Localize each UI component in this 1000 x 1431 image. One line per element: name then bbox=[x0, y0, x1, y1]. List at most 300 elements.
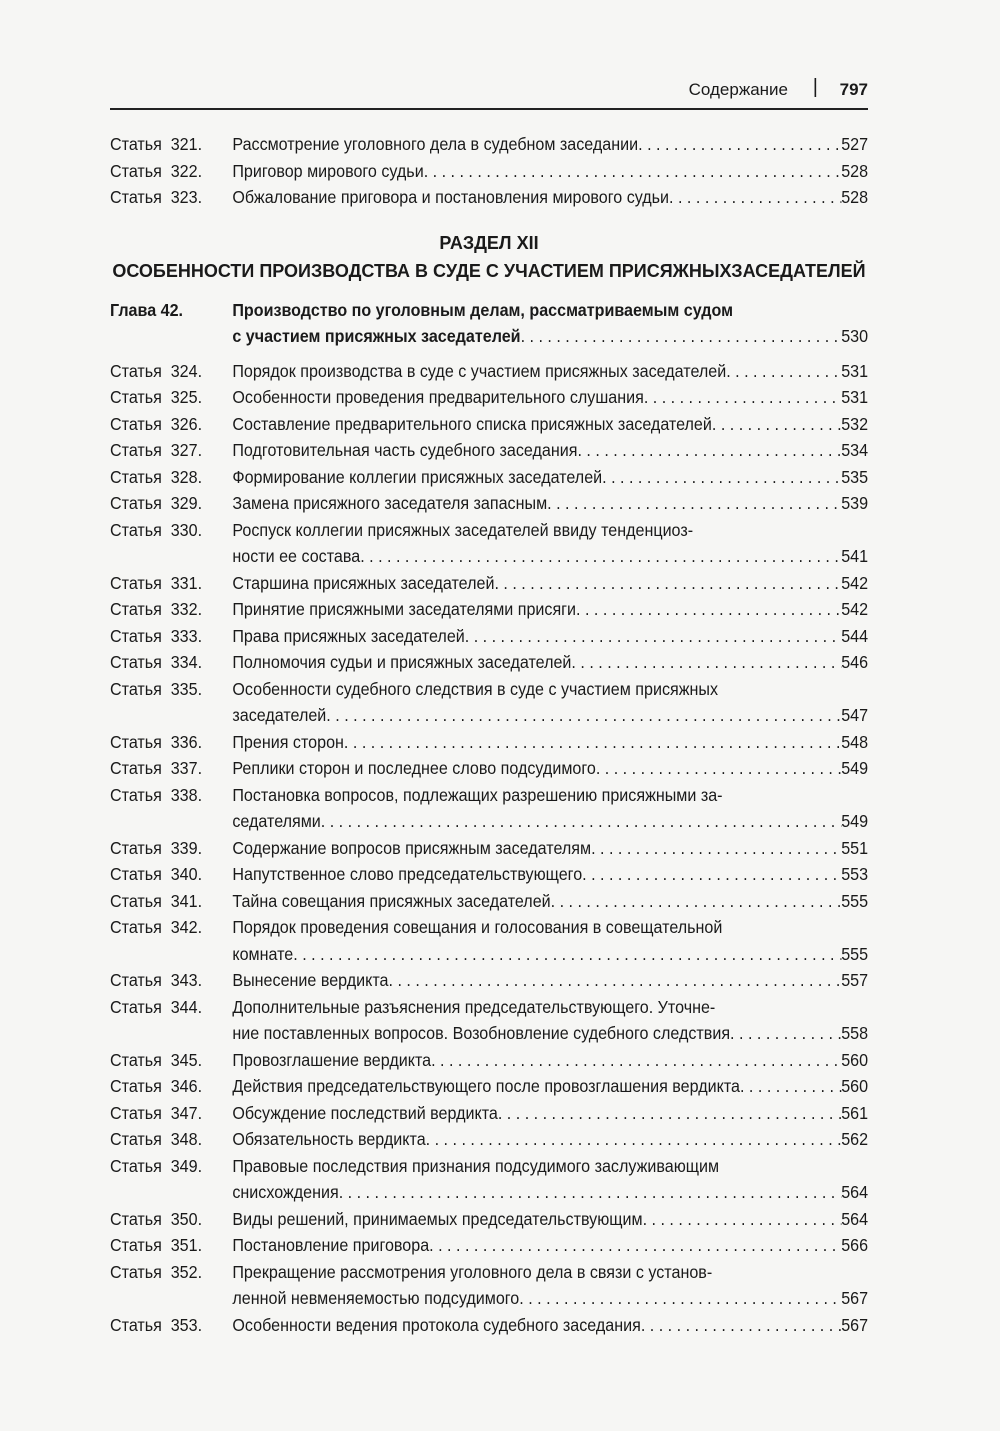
entry-label bbox=[110, 967, 232, 994]
dot-leader bbox=[591, 835, 841, 862]
entry-content bbox=[232, 1153, 868, 1206]
entry-label-word: Статья bbox=[110, 1155, 162, 1176]
entry-last-line bbox=[232, 384, 868, 411]
entry-last-line bbox=[232, 729, 868, 756]
entry-content bbox=[232, 490, 868, 517]
entry-number: 334. bbox=[170, 652, 203, 672]
entry-label-word: Статья bbox=[110, 784, 162, 805]
entry-content bbox=[232, 411, 868, 438]
entry-last-line bbox=[232, 623, 868, 650]
chapter-page-number: 530 bbox=[841, 326, 869, 346]
entry-label-word: Статья bbox=[110, 731, 162, 752]
toc-entry[interactable] bbox=[110, 888, 868, 915]
entry-page-number: 549 bbox=[841, 811, 869, 831]
header-title: Содержание bbox=[688, 80, 788, 99]
entry-label bbox=[110, 649, 232, 676]
toc-entry[interactable] bbox=[110, 131, 868, 158]
entry-label-word: Статья bbox=[110, 1208, 162, 1229]
entry-label bbox=[110, 358, 232, 385]
entry-content bbox=[232, 888, 868, 915]
entry-content bbox=[232, 596, 868, 623]
entry-page-number: 567 bbox=[841, 1314, 869, 1335]
entry-title-line: Провозглашение вердикта bbox=[232, 1049, 432, 1070]
entry-page-number: 560 bbox=[841, 1049, 869, 1070]
entry-last-line bbox=[232, 490, 868, 517]
entry-label bbox=[110, 437, 232, 464]
entry-last-line bbox=[232, 184, 868, 211]
entry-label-word: Статья bbox=[110, 678, 162, 699]
entry-title-line: Принятие присяжными заседателями присяги bbox=[232, 599, 577, 619]
entry-number: 324. bbox=[170, 360, 203, 381]
entry-page-number: 535 bbox=[841, 466, 869, 487]
entry-page-number: 567 bbox=[841, 1288, 869, 1308]
entry-title-line: Обсуждение последствий вердикта bbox=[232, 1102, 498, 1123]
toc-entry[interactable] bbox=[110, 464, 868, 491]
entry-label-word: Статья bbox=[110, 652, 162, 672]
entry-title-line: комнате bbox=[232, 943, 294, 964]
entry-content bbox=[232, 1312, 868, 1339]
entry-last-line bbox=[232, 888, 868, 915]
chapter-last-line bbox=[232, 323, 868, 350]
entry-last-line bbox=[232, 411, 868, 438]
entry-title-line: Напутственное слово председательствующего bbox=[232, 864, 583, 884]
entry-title-line: Роспуск коллегии присяжных заседателей ввиду тенденциоз- bbox=[232, 519, 694, 540]
entry-label bbox=[110, 158, 232, 185]
entry-content bbox=[232, 1232, 868, 1259]
dot-leader bbox=[577, 437, 841, 464]
entry-label-word: Статья bbox=[110, 970, 162, 990]
entry-title-line: Постановка вопросов, подлежащих разрешению присяжными за- bbox=[232, 784, 723, 805]
entry-number: 328. bbox=[170, 466, 203, 487]
dot-leader bbox=[431, 1047, 841, 1074]
entry-number: 348. bbox=[170, 1129, 203, 1149]
entry-content bbox=[232, 967, 868, 994]
entry-last-line bbox=[232, 861, 868, 888]
entry-last-line bbox=[232, 1020, 868, 1047]
entry-title-line: седателями bbox=[232, 811, 321, 831]
toc-entry[interactable] bbox=[110, 623, 868, 650]
entry-content bbox=[232, 1073, 868, 1100]
entry-label bbox=[110, 1312, 232, 1339]
dot-leader bbox=[730, 1020, 841, 1047]
entry-label-word: Статья bbox=[110, 758, 162, 778]
entry-number: 327. bbox=[170, 440, 203, 460]
entry-label bbox=[110, 1126, 232, 1153]
entry-label-word: Статья bbox=[110, 572, 162, 593]
entry-content bbox=[232, 755, 868, 782]
toc-entry[interactable] bbox=[110, 676, 868, 729]
entry-number: 339. bbox=[170, 837, 203, 858]
entry-page-number: 566 bbox=[841, 1235, 869, 1255]
dot-leader bbox=[576, 596, 841, 623]
entry-number: 331. bbox=[170, 572, 203, 593]
entry-number: 335. bbox=[170, 678, 203, 699]
dot-leader bbox=[424, 158, 842, 185]
entry-page-number: 542 bbox=[841, 572, 869, 593]
dot-leader bbox=[494, 570, 841, 597]
entry-page-number: 531 bbox=[841, 387, 869, 407]
dot-leader bbox=[429, 1232, 841, 1259]
toc-entry[interactable] bbox=[110, 158, 868, 185]
entry-number: 351. bbox=[170, 1235, 203, 1255]
entry-page-number: 557 bbox=[841, 970, 869, 990]
entry-title-line: ности ее состава bbox=[232, 546, 361, 566]
dot-leader bbox=[726, 358, 841, 385]
entry-label bbox=[110, 1259, 232, 1286]
entry-number: 330. bbox=[170, 519, 203, 540]
entry-title-line: Особенности судебного следствия в суде с участием присяжных bbox=[232, 678, 719, 699]
entry-content bbox=[232, 131, 868, 158]
entry-page-number: 549 bbox=[841, 758, 869, 778]
entry-label-word: Статья bbox=[110, 1049, 162, 1070]
entry-content bbox=[232, 861, 868, 888]
toc-entry[interactable] bbox=[110, 994, 868, 1047]
dot-leader bbox=[596, 755, 841, 782]
dot-leader bbox=[602, 464, 841, 491]
toc-entry[interactable] bbox=[110, 914, 868, 967]
dot-leader bbox=[571, 649, 841, 676]
entry-title-line: Дополнительные разъяснения председательствующего. Уточне- bbox=[232, 996, 716, 1017]
entry-number: 342. bbox=[170, 917, 203, 937]
entry-title-line: Действия председательствующего после провозглашения вердикта bbox=[232, 1076, 740, 1096]
entry-number: 345. bbox=[170, 1049, 203, 1070]
entry-content bbox=[232, 729, 868, 756]
entry-content bbox=[232, 184, 868, 211]
entry-page-number: 555 bbox=[841, 890, 869, 911]
entry-last-line bbox=[232, 464, 868, 491]
toc-entry[interactable] bbox=[110, 755, 868, 782]
entry-number: 337. bbox=[170, 758, 203, 778]
dot-leader bbox=[344, 729, 841, 756]
running-header bbox=[110, 72, 868, 110]
header-separator: | bbox=[812, 76, 818, 98]
entry-title-line: Содержание вопросов присяжным заседателям bbox=[232, 837, 592, 858]
toc-entry[interactable] bbox=[110, 1126, 868, 1153]
entry-number: 329. bbox=[170, 493, 203, 513]
entry-label-word: Статья bbox=[110, 599, 162, 619]
dot-leader bbox=[326, 702, 841, 729]
entry-label bbox=[110, 994, 232, 1021]
entry-last-line bbox=[232, 543, 868, 570]
toc-entry[interactable] bbox=[110, 1259, 868, 1312]
entry-page-number: 551 bbox=[841, 837, 869, 858]
table-of-contents bbox=[110, 131, 868, 1338]
entry-page-number: 541 bbox=[841, 546, 869, 566]
entry-label bbox=[110, 490, 232, 517]
entry-label-word: Статья bbox=[110, 1314, 162, 1335]
entry-content bbox=[232, 1100, 868, 1127]
entry-label bbox=[110, 888, 232, 915]
dot-leader bbox=[521, 323, 842, 350]
entry-page-number: 548 bbox=[841, 731, 869, 752]
entry-label bbox=[110, 835, 232, 862]
dot-leader bbox=[582, 861, 841, 888]
entry-last-line bbox=[232, 835, 868, 862]
entry-label-word: Статья bbox=[110, 493, 162, 513]
toc-entry[interactable] bbox=[110, 1047, 868, 1074]
entry-label bbox=[110, 570, 232, 597]
entry-page-number: 527 bbox=[841, 134, 869, 154]
entry-title-line: ленной невменяемостью подсудимого bbox=[232, 1288, 520, 1308]
entry-label bbox=[110, 184, 232, 211]
entry-label bbox=[110, 914, 232, 941]
entry-last-line bbox=[232, 131, 868, 158]
entry-title-line: Обязательность вердикта bbox=[232, 1129, 426, 1149]
entry-label-word: Статья bbox=[110, 387, 162, 407]
entry-content bbox=[232, 676, 868, 729]
entry-title-line: Прения сторон bbox=[232, 731, 344, 752]
entry-label-word: Статья bbox=[110, 1129, 162, 1149]
entry-last-line bbox=[232, 437, 868, 464]
entry-page-number: 558 bbox=[841, 1023, 869, 1043]
toc-entry[interactable] bbox=[110, 1100, 868, 1127]
entry-title-line: Старшина присяжных заседателей bbox=[232, 572, 495, 593]
chapter-entry[interactable] bbox=[110, 297, 868, 350]
entry-title-line: Порядок проведения совещания и голосования в совещательной bbox=[232, 917, 723, 937]
toc-article-entries bbox=[110, 358, 868, 1339]
entry-label bbox=[110, 1047, 232, 1074]
entry-title-line: Рассмотрение уголовного дела в судебном заседании bbox=[232, 134, 639, 154]
entry-title-line: Формирование коллегии присяжных заседателей bbox=[232, 466, 603, 487]
entry-title-line: Реплики сторон и последнее слово подсудимого bbox=[232, 758, 596, 778]
toc-entry[interactable] bbox=[110, 649, 868, 676]
entry-title-line: заседателей bbox=[232, 705, 327, 725]
entry-label bbox=[110, 131, 232, 158]
entry-label bbox=[110, 596, 232, 623]
dot-leader bbox=[339, 1179, 841, 1206]
entry-page-number: 531 bbox=[841, 360, 869, 381]
entry-title-line: Приговор мирового судьи bbox=[232, 160, 424, 181]
entry-last-line bbox=[232, 1179, 868, 1206]
entry-label-word: Статья bbox=[110, 1076, 162, 1096]
entry-number: 323. bbox=[170, 187, 203, 207]
toc-entry[interactable] bbox=[110, 1153, 868, 1206]
entry-content bbox=[232, 517, 868, 570]
dot-leader bbox=[547, 490, 841, 517]
entry-label-word: Статья bbox=[110, 1102, 162, 1123]
entry-label-word: Статья bbox=[110, 466, 162, 487]
entry-label bbox=[110, 384, 232, 411]
toc-entry[interactable] bbox=[110, 411, 868, 438]
dot-leader bbox=[641, 1312, 841, 1339]
entry-label bbox=[110, 755, 232, 782]
entry-title-line: Виды решений, принимаемых председательствующим bbox=[232, 1208, 643, 1229]
entry-label-word: Статья bbox=[110, 1235, 162, 1255]
entry-number: 325. bbox=[170, 387, 203, 407]
toc-entry[interactable] bbox=[110, 835, 868, 862]
toc-entry[interactable] bbox=[110, 490, 868, 517]
entry-content bbox=[232, 158, 868, 185]
entry-number: 326. bbox=[170, 413, 203, 434]
entry-label bbox=[110, 464, 232, 491]
entry-title-line: Особенности ведения протокола судебного заседания bbox=[232, 1314, 641, 1335]
entry-content bbox=[232, 437, 868, 464]
entry-content bbox=[232, 464, 868, 491]
toc-entry[interactable] bbox=[110, 967, 868, 994]
entry-last-line bbox=[232, 1312, 868, 1339]
entry-page-number: 532 bbox=[841, 413, 869, 434]
dot-leader bbox=[638, 131, 841, 158]
chapter-title-line: с участием присяжных заседателей bbox=[232, 326, 521, 346]
entry-label-word: Статья bbox=[110, 440, 162, 460]
entry-label-word: Статья bbox=[110, 996, 162, 1017]
entry-label bbox=[110, 517, 232, 544]
dot-leader bbox=[551, 888, 842, 915]
entry-last-line bbox=[232, 1206, 868, 1233]
entry-number: 346. bbox=[170, 1076, 203, 1096]
dot-leader bbox=[712, 411, 841, 438]
entry-number: 321. bbox=[170, 134, 203, 154]
entry-title-line: снисхождения bbox=[232, 1182, 339, 1202]
chapter-title-line: Производство по уголовным делам, рассматриваемым судом bbox=[232, 299, 734, 320]
entry-page-number: 539 bbox=[841, 493, 869, 513]
toc-entry[interactable] bbox=[110, 437, 868, 464]
toc-entry[interactable] bbox=[110, 358, 868, 385]
entry-page-number: 542 bbox=[841, 599, 869, 619]
entry-label bbox=[110, 1206, 232, 1233]
entry-page-number: 528 bbox=[841, 160, 869, 181]
entry-title-line: Прекращение рассмотрения уголовного дела в связи с установ- bbox=[232, 1261, 713, 1282]
entry-page-number: 528 bbox=[841, 187, 869, 207]
section-heading bbox=[110, 229, 868, 285]
toc-entry[interactable] bbox=[110, 729, 868, 756]
entry-label-word: Статья bbox=[110, 134, 162, 154]
toc-entry[interactable] bbox=[110, 1312, 868, 1339]
entry-label-word: Статья bbox=[110, 160, 162, 181]
entry-label bbox=[110, 1232, 232, 1259]
entry-number: 341. bbox=[170, 890, 203, 911]
entry-label-word: Статья bbox=[110, 864, 162, 884]
entry-last-line bbox=[232, 1073, 868, 1100]
entry-page-number: 544 bbox=[841, 625, 869, 646]
entry-content bbox=[232, 782, 868, 835]
toc-entry[interactable] bbox=[110, 384, 868, 411]
entry-number: 322. bbox=[170, 160, 203, 181]
dot-leader bbox=[643, 1206, 842, 1233]
entry-last-line bbox=[232, 1100, 868, 1127]
entry-page-number: 534 bbox=[841, 440, 869, 460]
dot-leader bbox=[498, 1100, 841, 1127]
entry-label bbox=[110, 861, 232, 888]
entry-page-number: 555 bbox=[841, 943, 869, 964]
entry-number: 349. bbox=[170, 1155, 203, 1176]
toc-entry[interactable] bbox=[110, 596, 868, 623]
entry-title-line: Обжалование приговора и постановления мирового судьи bbox=[232, 187, 670, 207]
entry-page-number: 562 bbox=[841, 1129, 869, 1149]
entry-title-line: Вынесение вердикта bbox=[232, 970, 389, 990]
entry-label-word: Статья bbox=[110, 917, 162, 937]
entry-number: 332. bbox=[170, 599, 203, 619]
entry-label-word: Статья bbox=[110, 360, 162, 381]
entry-page-number: 564 bbox=[841, 1208, 869, 1229]
entry-last-line bbox=[232, 702, 868, 729]
dot-leader bbox=[293, 941, 841, 968]
toc-entry[interactable] bbox=[110, 782, 868, 835]
entry-content bbox=[232, 1259, 868, 1312]
entry-last-line bbox=[232, 358, 868, 385]
entry-number: 353. bbox=[170, 1314, 203, 1335]
entry-label bbox=[110, 676, 232, 703]
header-page-number: 797 bbox=[839, 80, 868, 99]
entry-label bbox=[110, 1153, 232, 1180]
entry-number: 350. bbox=[170, 1208, 203, 1229]
toc-entry[interactable] bbox=[110, 1073, 868, 1100]
dot-leader bbox=[426, 1126, 842, 1153]
entry-last-line bbox=[232, 941, 868, 968]
entry-number: 347. bbox=[170, 1102, 203, 1123]
chapter-content bbox=[232, 297, 868, 350]
entry-title-line: Составление предварительного списка присяжных заседателей bbox=[232, 413, 712, 434]
entry-label bbox=[110, 729, 232, 756]
entry-title-line: Правовые последствия признания подсудимого заслуживающим bbox=[232, 1155, 720, 1176]
entry-content bbox=[232, 1206, 868, 1233]
dot-leader bbox=[519, 1285, 841, 1312]
entry-label bbox=[110, 1073, 232, 1100]
entry-content bbox=[232, 384, 868, 411]
entry-label-word: Статья bbox=[110, 413, 162, 434]
dot-leader bbox=[669, 184, 841, 211]
entry-label-word: Статья bbox=[110, 1261, 162, 1282]
entry-page-number: 561 bbox=[841, 1102, 869, 1123]
entry-title-line: ние поставленных вопросов. Возобновление судебного следствия bbox=[232, 1023, 731, 1043]
dot-leader bbox=[360, 543, 841, 570]
entry-last-line bbox=[232, 808, 868, 835]
entry-title-line: Подготовительная часть судебного заседания bbox=[232, 440, 578, 460]
entry-last-line bbox=[232, 596, 868, 623]
entry-label-word: Статья bbox=[110, 890, 162, 911]
entry-last-line bbox=[232, 1285, 868, 1312]
entry-title-line: Порядок производства в суде с участием присяжных заседателей bbox=[232, 360, 727, 381]
entry-number: 340. bbox=[170, 864, 203, 884]
entry-number: 336. bbox=[170, 731, 203, 752]
toc-top-entries bbox=[110, 131, 868, 211]
entry-label-word: Статья bbox=[110, 187, 162, 207]
toc-entry[interactable] bbox=[110, 517, 868, 570]
entry-last-line bbox=[232, 755, 868, 782]
entry-content bbox=[232, 649, 868, 676]
section-title: ОСОБЕННОСТИ ПРОИЗВОДСТВА В СУДЕ С УЧАСТИЕМ ПРИСЯЖНЫХЗАСЕДАТЕЛЕЙ bbox=[112, 260, 866, 281]
toc-entry[interactable] bbox=[110, 570, 868, 597]
entry-content bbox=[232, 835, 868, 862]
dot-leader bbox=[740, 1073, 841, 1100]
entry-last-line bbox=[232, 1232, 868, 1259]
entry-last-line bbox=[232, 967, 868, 994]
entry-title-line: Полномочия судьи и присяжных заседателей bbox=[232, 652, 572, 672]
section-number: РАЗДЕЛ XII bbox=[439, 232, 539, 253]
entry-page-number: 564 bbox=[841, 1182, 869, 1202]
toc-entry[interactable] bbox=[110, 184, 868, 211]
entry-label bbox=[110, 1100, 232, 1127]
entry-title-line: Права присяжных заседателей bbox=[232, 625, 465, 646]
dot-leader bbox=[465, 623, 841, 650]
entry-number: 343. bbox=[170, 970, 203, 990]
entry-title-line: Особенности проведения предварительного слушания bbox=[232, 387, 644, 407]
entry-number: 333. bbox=[170, 625, 203, 646]
toc-entry[interactable] bbox=[110, 1232, 868, 1259]
entry-last-line bbox=[232, 570, 868, 597]
entry-title-line: Замена присяжного заседателя запасным bbox=[232, 493, 548, 513]
toc-entry[interactable] bbox=[110, 861, 868, 888]
entry-label-word: Статья bbox=[110, 625, 162, 646]
entry-content bbox=[232, 914, 868, 967]
entry-label-word: Статья bbox=[110, 837, 162, 858]
entry-label bbox=[110, 782, 232, 809]
entry-page-number: 546 bbox=[841, 652, 869, 672]
entry-content bbox=[232, 358, 868, 385]
entry-number: 344. bbox=[170, 996, 203, 1017]
chapter-label: Глава 42. bbox=[110, 299, 184, 320]
toc-entry[interactable] bbox=[110, 1206, 868, 1233]
